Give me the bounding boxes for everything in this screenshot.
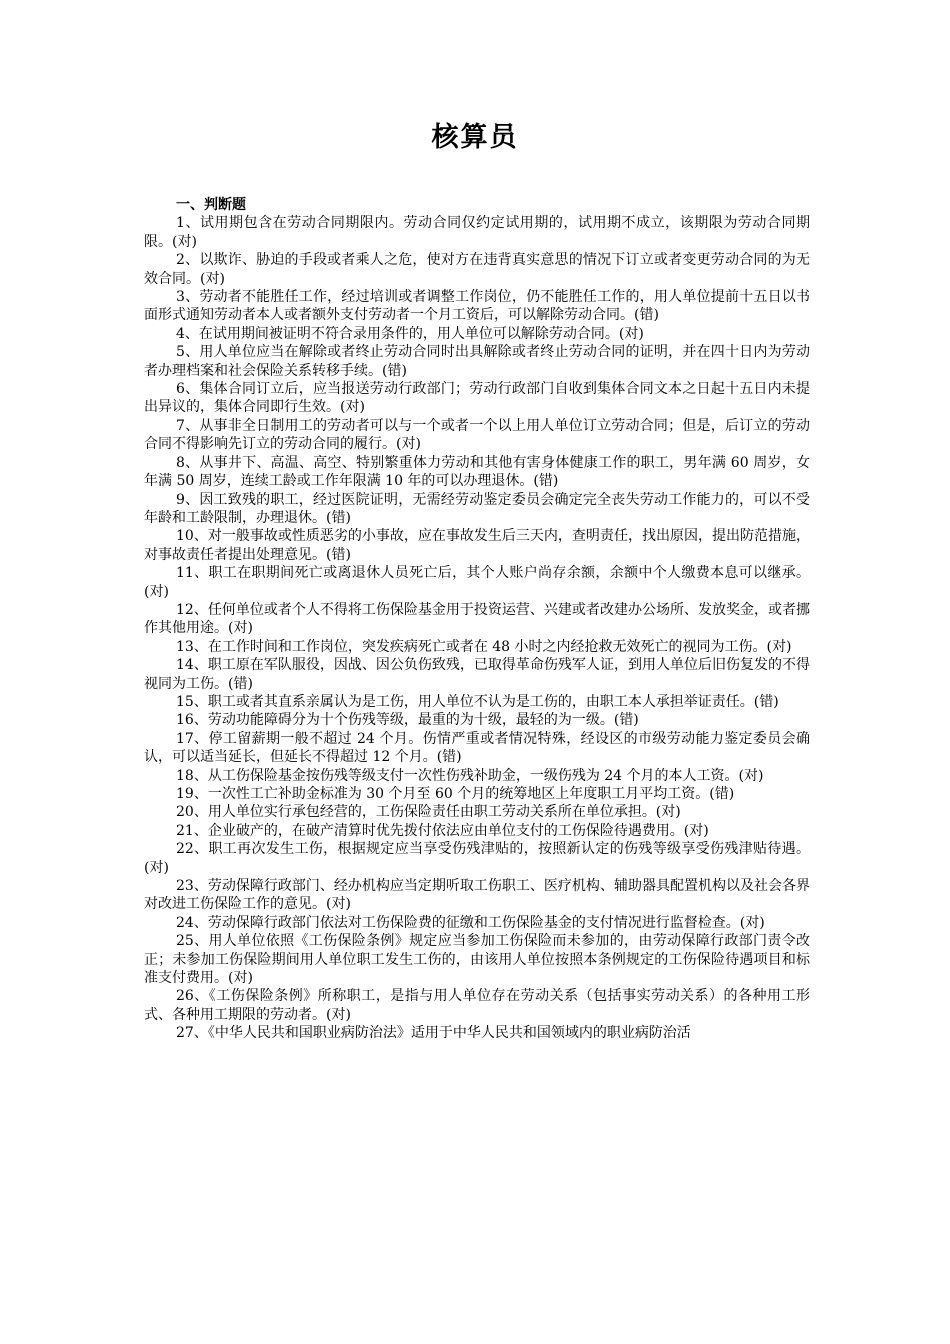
- question-item: 8、从事井下、高温、高空、特别繁重体力劳动和其他有害身体健康工作的职工，男年满 60 周岁，女年满 50 周岁，连续工龄或工作年限满 10 年的可以办理退休。(错): [144, 454, 810, 490]
- question-item: 6、集体合同订立后，应当报送劳动行政部门；劳动行政部门自收到集体合同文本之日起十五日内未提出异议的，集体合同即行生效。(对): [144, 381, 810, 416]
- question-item: 18、从工伤保险基金按伤残等级支付一次性伤残补助金，一级伤残为 24 个月的本人工资。(对): [176, 767, 764, 784]
- question-item: 24、劳动保障行政部门依法对工伤保险费的征缴和工伤保险基金的支付情况进行监督检查。(对): [176, 914, 765, 931]
- question-item: 25、用人单位依照《工伤保险条例》规定应当参加工伤保险而未参加的，由劳动保障行政部门责令改正；未参加工伤保险期间用人单位职工发生工伤的，由该用人单位按照本条例规定的工伤保险待遇项目和标准支付费用。(对): [144, 933, 810, 987]
- document-title: 核算员: [431, 122, 519, 153]
- question-item: 17、停工留薪期一般不超过 24 个月。伤情严重或者情况特殊，经设区的市级劳动能力鉴定委员会确认，可以适当延长，但延长不得超过 12 个月。(错): [144, 730, 810, 766]
- question-item: 11、职工在职期间死亡或离退休人员死亡后，其个人账户尚存余额，余额中个人缴费本息可以继承。(对): [144, 565, 810, 600]
- question-item: 7、从事非全日制用工的劳动者可以与一个或者一个以上用人单位订立劳动合同；但是，后订立的劳动合同不得影响先订立的劳动合同的履行。(对): [144, 417, 810, 453]
- question-item: 9、因工致残的职工，经过医院证明，无需经劳动鉴定委员会确定完全丧失劳动工作能力的，可以不受年龄和工龄限制，办理退休。(错): [144, 491, 810, 526]
- question-item: 16、劳动功能障碍分为十个伤残等级，最重的为十级，最轻的为一级。(错): [176, 712, 639, 729]
- question-item: 20、用人单位实行承包经营的，工伤保险责任由职工劳动关系所在单位承担。(对): [176, 804, 681, 821]
- question-item: 26、《工伤保险条例》所称职工，是指与用人单位存在劳动关系（包括事实劳动关系）的各种用工形式、各种用工期限的劳动者。(对): [144, 988, 810, 1023]
- question-item: 19、一次性工亡补助金标准为 30 个月至 60 个月的统筹地区上年度职工月平均工资。(错): [176, 786, 735, 802]
- question-item: 15、职工或者其直系亲属认为是工伤，用人单位不认为是工伤的，由职工本人承担举证责任。(错): [176, 693, 779, 710]
- question-item: 27、《中华人民共和国职业病防治法》适用于中华人民共和国领域内的职业病防治活: [176, 1025, 691, 1042]
- document-body: [144, 196, 810, 1043]
- section-heading: 一、判断题: [176, 197, 246, 213]
- question-item: 21、企业破产的，在破产清算时优先拨付依法应由单位支付的工伤保险待遇费用。(对): [176, 822, 709, 839]
- question-item: 1、试用期包含在劳动合同期限内。劳动合同仅约定试用期的，试用期不成立，该期限为劳动合同期限。(对): [144, 215, 810, 250]
- question-item: 22、职工再次发生工伤，根据规定应当享受伤残津贴的，按照新认定的伤残等级享受伤残津贴待遇。(对): [144, 841, 810, 876]
- question-item: 14、职工原在军队服役，因战、因公负伤致残，已取得革命伤残军人证，到用人单位后旧伤复发的不得视同为工伤。(错): [144, 657, 810, 692]
- question-item: 13、在工作时间和工作岗位，突发疾病死亡或者在 48 小时之内经抢救无效死亡的视同为工伤。(对): [176, 638, 792, 655]
- question-item: 3、劳动者不能胜任工作，经过培训或者调整工作岗位，仍不能胜任工作的，用人单位提前十五日以书面形式通知劳动者本人或者额外支付劳动者一个月工资后，可以解除劳动合同。(错): [144, 289, 810, 324]
- question-item: 23、劳动保障行政部门、经办机构应当定期听取工伤职工、医疗机构、辅助器具配置机构以及社会各界对改进工伤保险工作的意见。(对): [144, 878, 810, 913]
- question-list: [144, 214, 810, 1042]
- question-item: 12、任何单位或者个人不得将工伤保险基金用于投资运营、兴建或者改建办公场所、发放奖金，或者挪作其他用途。(对): [144, 601, 810, 637]
- question-item: 4、在试用期间被证明不符合录用条件的，用人单位可以解除劳动合同。(对): [176, 325, 644, 342]
- question-item: 10、对一般事故或性质恶劣的小事故，应在事故发生后三天内，查明责任，找出原因，提出防范措施，对事故责任者提出处理意见。(错): [144, 528, 810, 563]
- question-item: 5、用人单位应当在解除或者终止劳动合同时出具解除或者终止劳动合同的证明，并在四十日内为劳动者办理档案和社会保险关系转移手续。(错): [144, 344, 810, 379]
- question-item: 2、以欺诈、胁迫的手段或者乘人之危，使对方在违背真实意思的情况下订立或者变更劳动合同的为无效合同。(对): [144, 252, 810, 287]
